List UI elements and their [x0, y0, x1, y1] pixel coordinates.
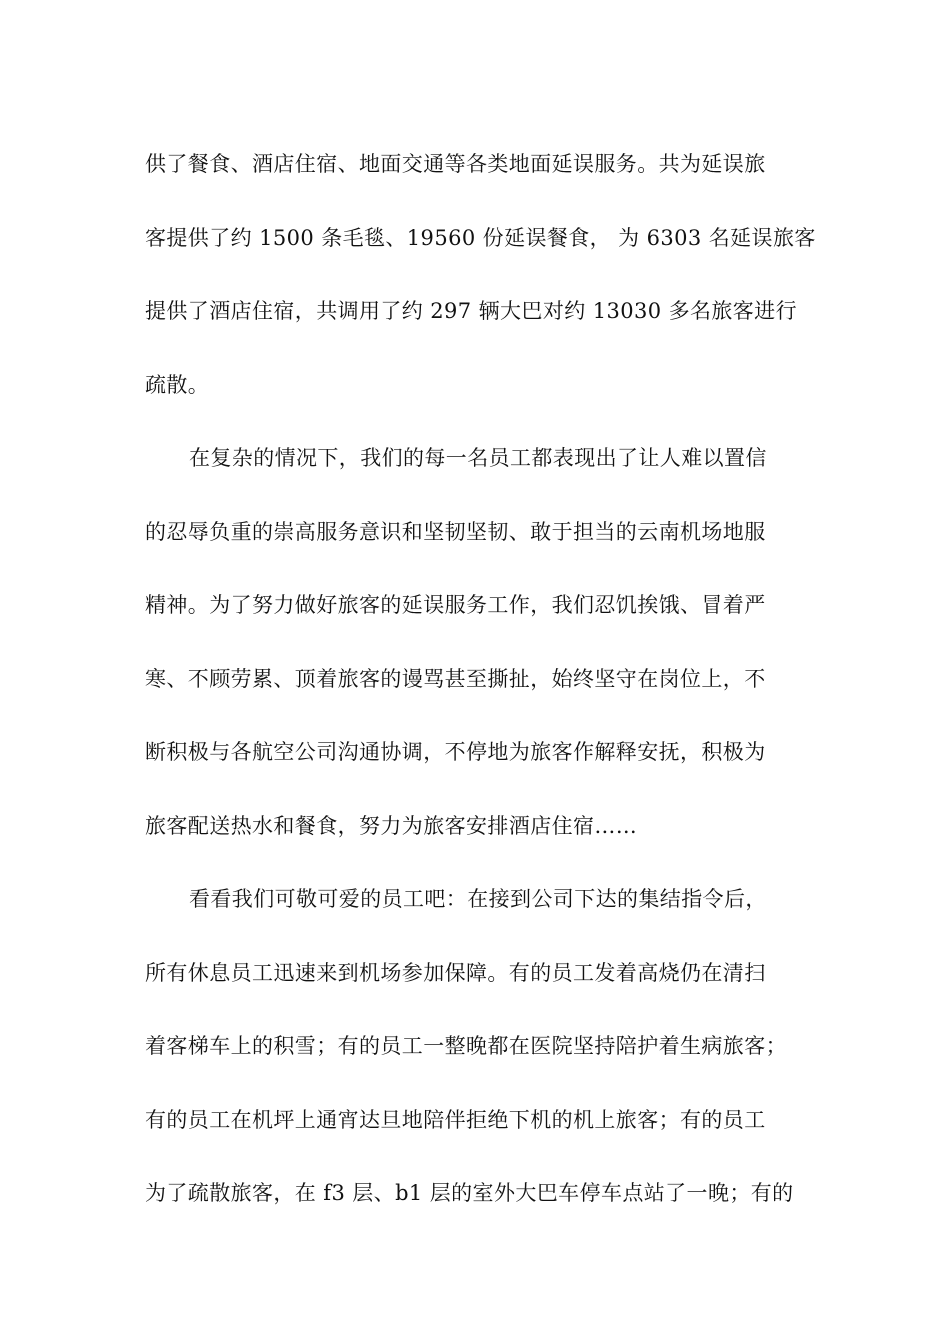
document-body: [145, 128, 825, 1231]
text-line: 供了餐食、酒店住宿、地面交通等各类地面延误服务。共为延误旅: [145, 152, 766, 176]
text-line: 客提供了约 1500 条毛毯、19560 份延误餐食， 为 6303 名延误旅客: [145, 225, 816, 250]
text-line: 着客梯车上的积雪；有的员工一整晚都在医院坚持陪护着生病旅客；: [145, 1034, 787, 1058]
text-line: 断积极与各航空公司沟通协调，不停地为旅客作解释安抚，积极为: [145, 740, 766, 764]
text-line: 有的员工在机坪上通宵达旦地陪伴拒绝下机的机上旅客；有的员工: [145, 1107, 766, 1132]
text-line: 寒、不顾劳累、顶着旅客的谩骂甚至撕扯，始终坚守在岗位上，不: [145, 666, 766, 691]
text-line: 疏散。: [145, 372, 210, 397]
text-line: 提供了酒店住宿，共调用了约 297 辆大巴对约 13030 多名旅客进行: [145, 299, 797, 323]
text-line: 的忍辱负重的崇高服务意识和坚韧坚韧、敢于担当的云南机场地服: [145, 519, 766, 544]
text-line: 看看我们可敬可爱的员工吧：在接到公司下达的集结指令后，: [189, 887, 767, 911]
paragraph-2: [145, 422, 825, 863]
paragraph-1: [145, 128, 825, 422]
text-line: 所有休息员工迅速来到机场参加保障。有的员工发着高烧仍在清扫: [145, 960, 766, 985]
text-line: 在复杂的情况下，我们的每一名员工都表现出了让人难以置信: [189, 446, 767, 470]
text-line: 旅客配送热水和餐食，努力为旅客安排酒店住宿……: [145, 813, 638, 838]
paragraph-3: [145, 863, 825, 1231]
text-line: 为了疏散旅客，在 f3 层、b1 层的室外大巴车停车点站了一晚；有的: [145, 1181, 794, 1205]
text-line: 精神。为了努力做好旅客的延误服务工作，我们忍饥挨饿、冒着严: [145, 593, 766, 617]
